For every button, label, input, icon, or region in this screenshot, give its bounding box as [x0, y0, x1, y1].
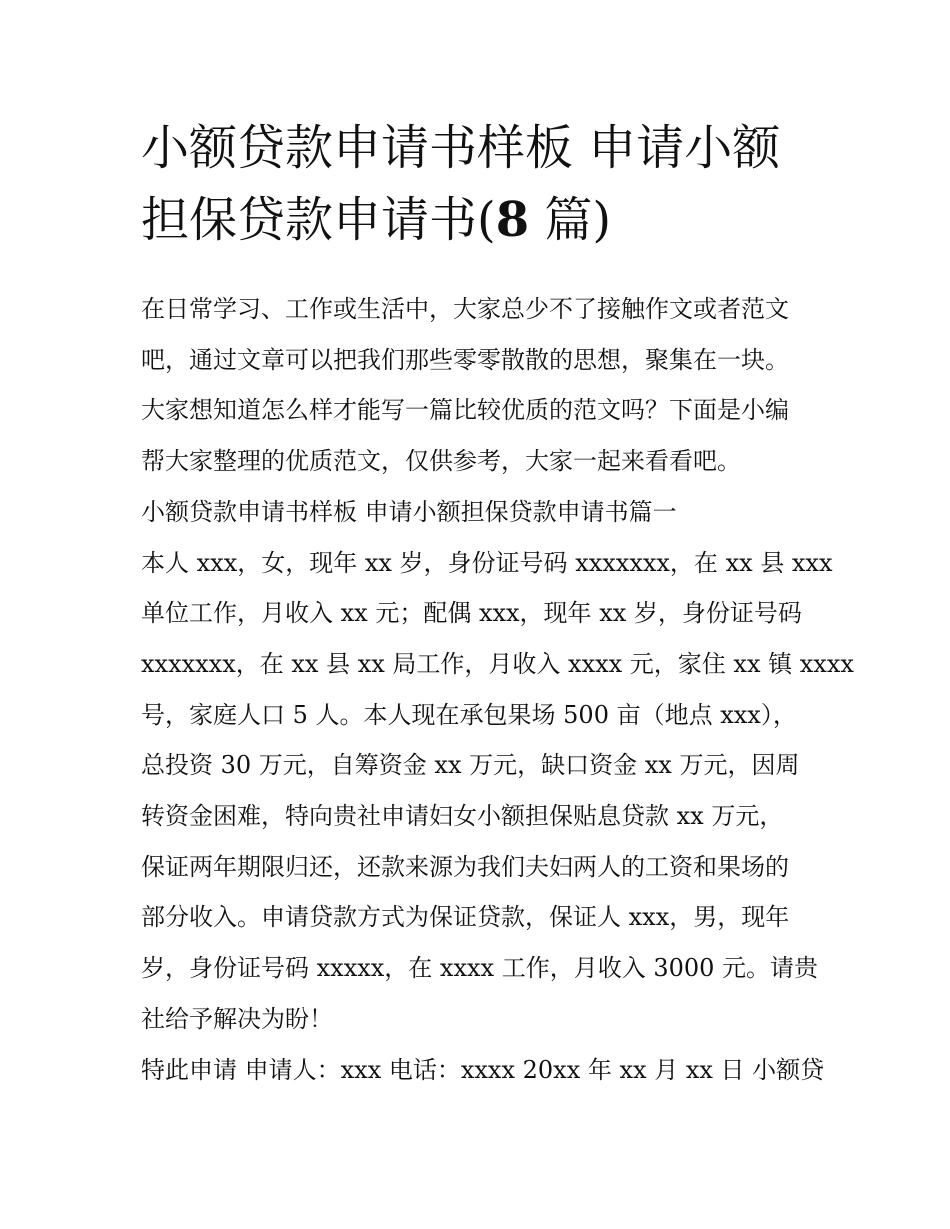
body-line: 转资金困难，特向贵社申请妇女小额担保贴息贷款 xx 万元，	[141, 802, 784, 831]
intro-line: 吧，通过文章可以把我们那些零零散散的思想，聚集在一块。	[141, 345, 789, 374]
title-line-1: 小额贷款申请书样板 申请小额	[141, 120, 781, 176]
body-line: 单位工作，月收入 xx 元；配偶 xxx，现年 xx 岁，身份证号码	[141, 599, 802, 628]
closing-line: 特此申请 申请人：xxx 电话：xxxx 20xx 年 xx 月 xx 日 小额贷	[141, 1055, 825, 1084]
body-line: 总投资 30 万元，自筹资金 xx 万元，缺口资金 xx 万元，因周	[141, 751, 800, 780]
section-heading	[141, 487, 816, 538]
document-title	[141, 112, 816, 256]
body-line: 本人 xxx，女，现年 xx 岁，身份证号码 xxxxxxx，在 xx 县 xxx	[141, 548, 833, 577]
intro-line: 在日常学习、工作或生活中，大家总少不了接触作文或者范文	[141, 295, 789, 323]
body-line: 社给予解决为盼！	[141, 1004, 333, 1033]
body-line: 保证两年期限归还，还款来源为我们夫妇两人的工资和果场的	[141, 852, 789, 881]
intro-line: 帮大家整理的优质范文，仅供参考，大家一起来看看吧。	[141, 447, 741, 476]
title-line-2	[141, 184, 816, 256]
intro-line: 大家想知道怎么样才能写一篇比较优质的范文吗？下面是小编	[141, 396, 789, 425]
title-line-2-prefix: 担保贷款申请书(	[141, 192, 496, 248]
closing-paragraph	[141, 1045, 825, 1096]
section-heading-text: 小额贷款申请书样板 申请小额担保贷款申请书篇一	[141, 497, 677, 526]
body-line: 号，家庭人口 5 人。本人现在承包果场 500 亩（地点 xxx），	[141, 700, 797, 729]
body-line: 岁，身份证号码 xxxxx，在 xxxx 工作，月收入 3000 元。请贵	[141, 954, 819, 983]
title-line-2-suffix: 篇)	[529, 192, 612, 248]
body-line: xxxxxxx，在 xx 县 xx 局工作，月收入 xxxx 元，家住 xx 镇 xxxx	[141, 649, 854, 678]
intro-paragraph	[141, 284, 816, 487]
body-paragraph	[141, 538, 854, 1045]
body-line: 部分收入。申请贷款方式为保证贷款，保证人 xxx，男，现年	[141, 903, 790, 932]
title-article-count: 8	[495, 192, 530, 248]
document-content	[141, 112, 854, 1095]
